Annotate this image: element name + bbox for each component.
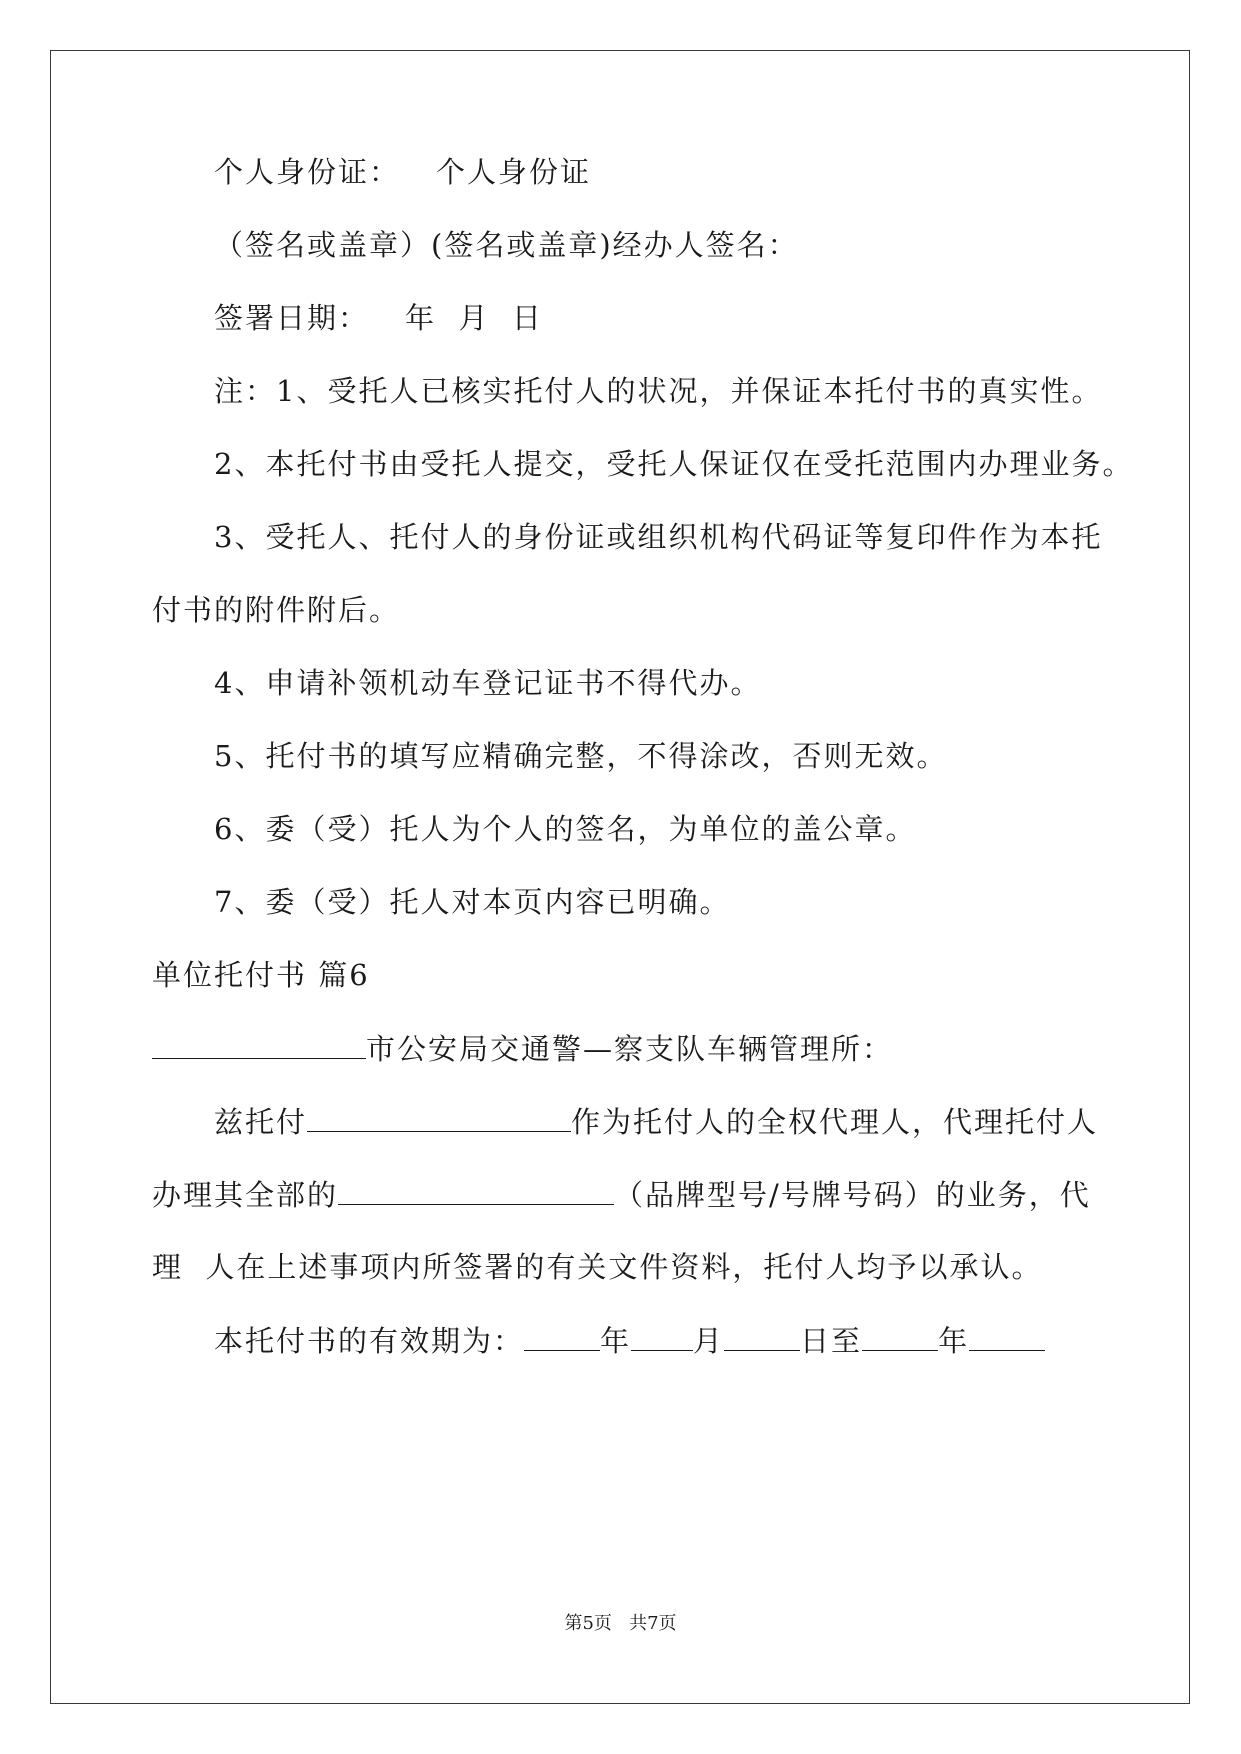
note-3-text: 3、受托人、托付人的身份证或组织机构代码证等复印件作为本托 bbox=[214, 520, 1103, 554]
note-3-continued-text: 付书的附件附后。 bbox=[152, 593, 401, 627]
validity-year-2: 年 bbox=[938, 1324, 970, 1358]
note-6-text: 6、委（受）托人为个人的签名，为单位的盖公章。 bbox=[214, 812, 917, 846]
vehicle-blank bbox=[338, 1174, 614, 1205]
trailing-blank bbox=[969, 1320, 1045, 1351]
sign-date-value: 年 月 日 bbox=[405, 301, 543, 335]
sign-date-line bbox=[214, 298, 543, 338]
day-blank bbox=[724, 1320, 800, 1351]
id-card-label-1: 个人身份证： bbox=[214, 155, 401, 189]
section-title-text: 单位托付书 篇6 bbox=[152, 958, 370, 992]
signature-line bbox=[214, 225, 799, 265]
paragraph-3 bbox=[152, 1247, 1042, 1287]
paragraph-3-text: 理 人在上述事项内所签署的有关文件资料，托付人均予以承认。 bbox=[152, 1250, 1043, 1284]
note-2-text: 2、本托付书由受托人提交，受托人保证仅在受托范围内办理业务。 bbox=[214, 447, 1134, 481]
id-card-label-2: 个人身份证 bbox=[436, 155, 592, 189]
page-number: 第5页 共7页 bbox=[564, 1613, 677, 1634]
addressee-line bbox=[152, 1028, 893, 1069]
page-footer bbox=[0, 1612, 1241, 1636]
note-3-continued bbox=[152, 590, 400, 630]
note-4-text: 4、申请补领机动车登记证书不得代办。 bbox=[214, 666, 762, 700]
validity-day-to: 日至 bbox=[800, 1324, 863, 1358]
paragraph-1-tail: 作为托付人的全权代理人，代理托付人 bbox=[571, 1105, 1099, 1139]
note-1 bbox=[214, 371, 1102, 411]
note-3 bbox=[214, 517, 1102, 557]
note-6 bbox=[214, 809, 916, 849]
paragraph-2-lead: 办理其全部的 bbox=[152, 1178, 339, 1212]
paragraph-2-tail: （品牌型号/号牌号码）的业务，代 bbox=[614, 1178, 1091, 1212]
validity-line bbox=[214, 1320, 1045, 1361]
id-card-line bbox=[214, 152, 591, 192]
note-7 bbox=[214, 882, 730, 922]
note-5-text: 5、托付书的填写应精确完整，不得涂改，否则无效。 bbox=[214, 739, 948, 773]
signature-text: （签名或盖章）(签名或盖章)经办人签名： bbox=[214, 228, 799, 262]
addressee-text: 市公安局交通警—察支队车辆管理所： bbox=[366, 1032, 894, 1066]
year-blank-2 bbox=[862, 1320, 938, 1351]
validity-label: 本托付书的有效期为： bbox=[214, 1324, 525, 1358]
paragraph-1-lead: 兹托付 bbox=[214, 1105, 308, 1139]
agent-name-blank bbox=[307, 1101, 571, 1132]
note-5 bbox=[214, 736, 947, 776]
addressee-blank bbox=[152, 1028, 366, 1059]
year-blank-1 bbox=[524, 1320, 600, 1351]
note-7-text: 7、委（受）托人对本页内容已明确。 bbox=[214, 885, 731, 919]
paragraph-2 bbox=[152, 1174, 1091, 1215]
validity-month: 月 bbox=[693, 1324, 725, 1358]
note-1-text: 注：1、受托人已核实托付人的状况，并保证本托付书的真实性。 bbox=[214, 374, 1103, 408]
paragraph-1 bbox=[214, 1101, 1098, 1142]
note-2 bbox=[214, 444, 1133, 484]
month-blank bbox=[631, 1320, 693, 1351]
sign-date-label: 签署日期： bbox=[214, 301, 370, 335]
validity-year-1: 年 bbox=[600, 1324, 632, 1358]
section-title bbox=[152, 955, 370, 995]
note-4 bbox=[214, 663, 761, 703]
